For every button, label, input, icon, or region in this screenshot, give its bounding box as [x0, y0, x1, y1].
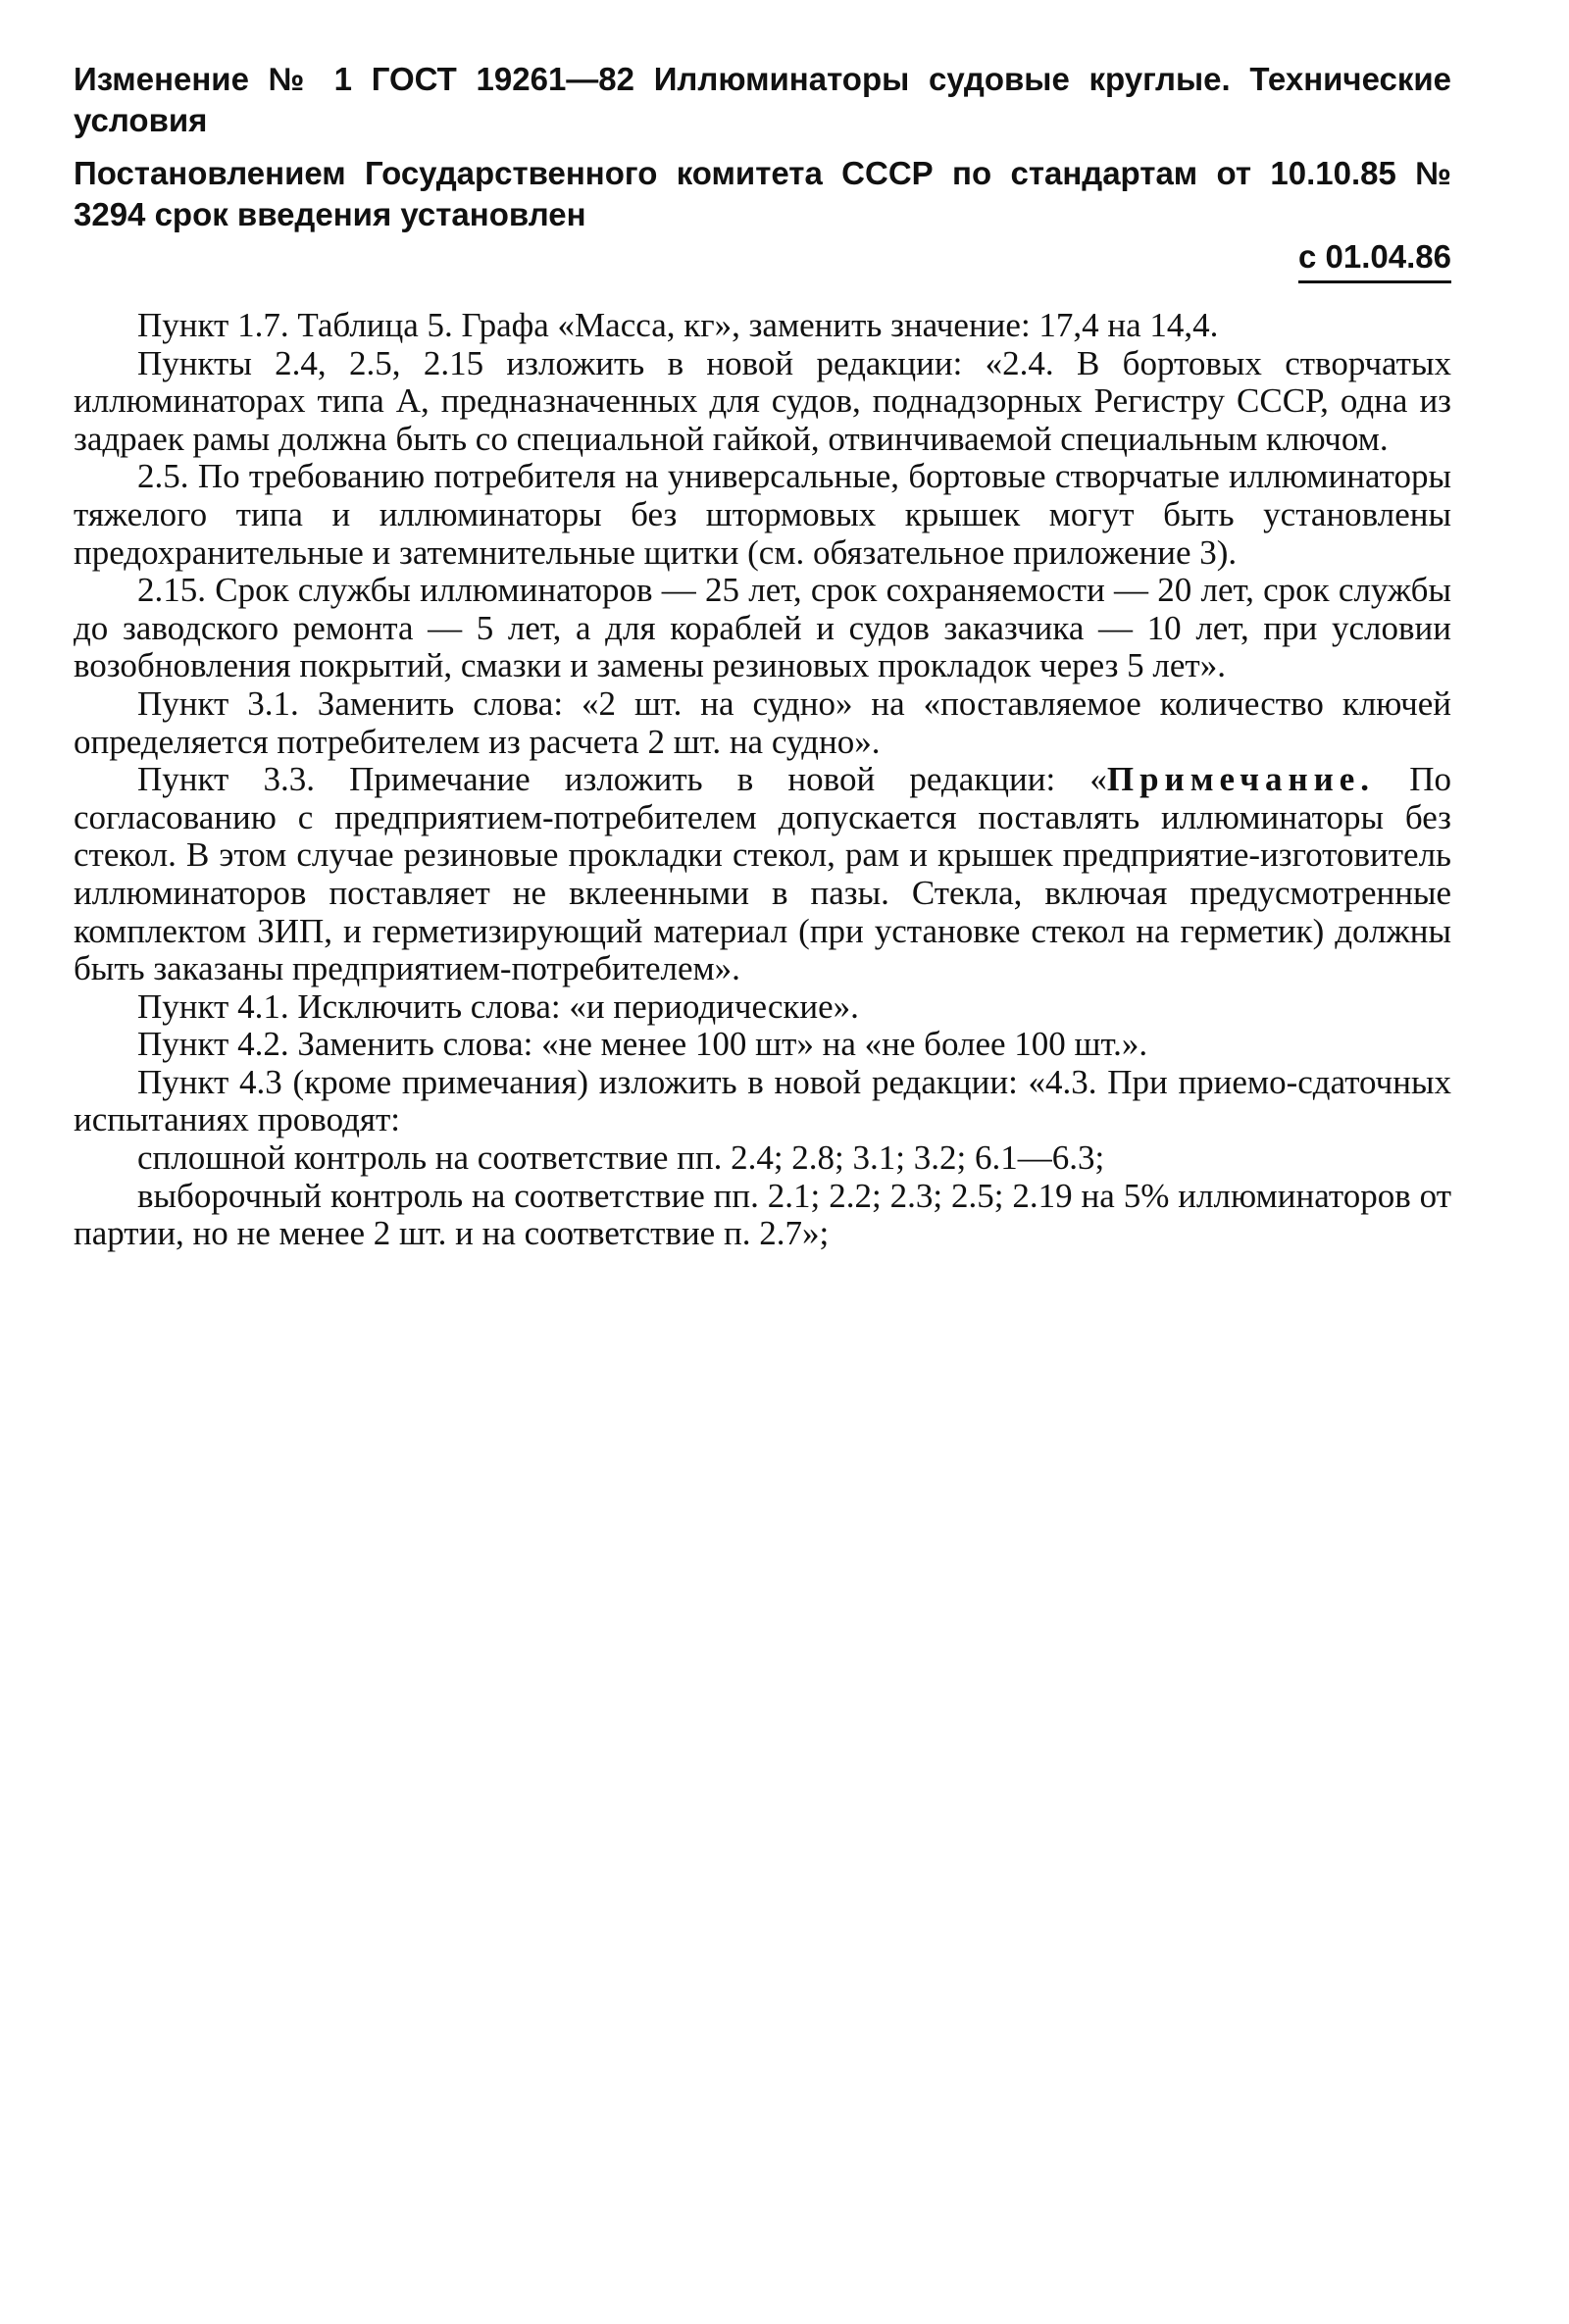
list-item-sample-control: выборочный контроль на соответствие пп. 2.1; 2.2; 2.3; 2.5; 2.19 на 5% иллюминаторов от партии, но не менее 2 шт. и на соответствие п. 2.7»; [74, 1176, 1451, 1253]
paragraph-4-3: Пункт 4.3 (кроме примечания) изложить в новой редакции: «4.3. При приемо-сдаточных испытаниях проводят: [74, 1062, 1451, 1139]
effective-date: с 01.04.86 [1298, 235, 1451, 283]
resolution-text: Постановлением Государственного комитета СССР по стандартам от 10.10.85 № 3294 срок введения установлен [74, 155, 1451, 232]
effective-date-line [74, 235, 1451, 283]
paragraph-3-3-body: По согласованию с предприятием-потребителем допускается поставлять иллюминаторы без стекол. В этом случае резиновые прокладки стекол, рам и крышек предприятие-изготовитель иллюминаторов поставляет не вклеенными в пазы. Стекла, включая предусмотренные комплектом ЗИП, и герметизирующий материал (при установке стекол на герметик) должны быть заказаны предприятием-потребителем». [74, 760, 1451, 988]
paragraph-3-1: Пункт 3.1. Заменить слова: «2 шт. на судно» на «поставляемое количество ключей определяется потребителем из расчета 2 шт. на судно». [74, 683, 1451, 761]
document-page [74, 59, 1451, 1253]
paragraph-4-1: Пункт 4.1. Исключить слова: «и периодические». [137, 986, 859, 1026]
paragraph-2-4: Пункты 2.4, 2.5, 2.15 изложить в новой редакции: «2.4. В бортовых створчатых иллюминаторах типа А, предназначенных для судов, поднадзорных Регистру СССР, одна из задраек рамы должна быть со специальной гайкой, отвинчиваемой специальным ключом. [74, 343, 1451, 458]
note-label: Примечание. [1106, 760, 1376, 799]
paragraph-3-3 [74, 761, 1451, 988]
paragraph-1-7: Пункт 1.7. Таблица 5. Графа «Масса, кг», заменить значение: 17,4 на 14,4. [137, 306, 1219, 344]
paragraph-4-2: Пункт 4.2. Заменить слова: «не менее 100 шт» на «не более 100 шт.». [137, 1025, 1148, 1064]
paragraph-3-3-intro: Пункт 3.3. Примечание изложить в новой редакции: « [137, 760, 1107, 799]
document-title: Изменение № 1 ГОСТ 19261—82 Иллюминаторы судовые круглые. Технические условия [74, 61, 1451, 138]
paragraph-2-5: 2.5. По требованию потребителя на универсальные, бортовые створчатые иллюминаторы тяжелого типа и иллюминаторы без штормовых крышек могут быть установлены предохранительные и затемнительные щитки (см. обязательное приложение 3). [74, 457, 1451, 572]
paragraph-2-15: 2.15. Срок службы иллюминаторов — 25 лет, срок сохраняемости — 20 лет, срок службы до заводского ремонта — 5 лет, а для кораблей и судов заказчика — 10 лет, при условии возобновления покрытий, смазки и замены резиновых прокладок через 5 лет». [74, 571, 1451, 685]
list-item-full-control: сплошной контроль на соответствие пп. 2.4; 2.8; 3.1; 3.2; 6.1—6.3; [137, 1138, 1105, 1178]
